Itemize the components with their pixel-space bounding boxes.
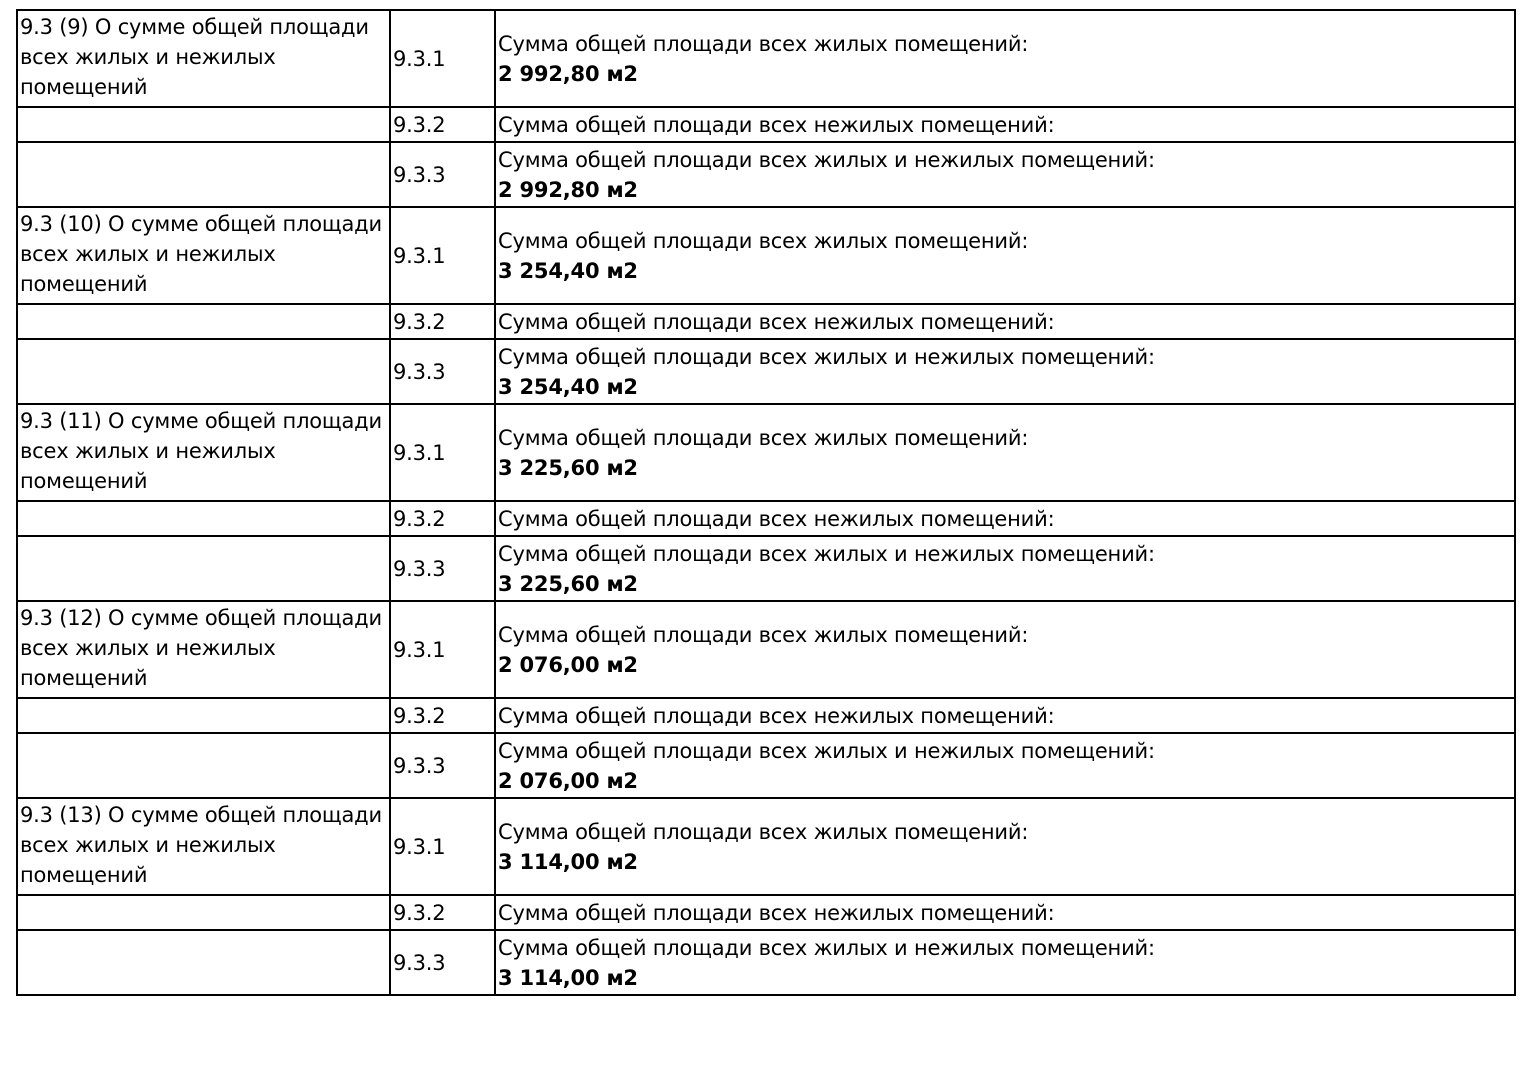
- empty-section-cell: [17, 142, 390, 207]
- item-code-cell: [390, 304, 495, 339]
- item-code-cell: [390, 404, 495, 501]
- item-label: Сумма общей площади всех жилых и нежилых помещений:: [498, 738, 1155, 763]
- section-title-cell: [17, 601, 390, 698]
- item-value: 3 254,40 м2: [498, 374, 638, 399]
- item-label: Сумма общей площади всех жилых и нежилых помещений:: [498, 541, 1155, 566]
- item-code: 9.3.2: [393, 112, 446, 137]
- empty-section-cell: [17, 930, 390, 995]
- table-body: [17, 10, 1515, 995]
- table-row: [17, 304, 1515, 339]
- table-row: [17, 798, 1515, 895]
- empty-section-cell: [17, 107, 390, 142]
- item-code: 9.3.1: [393, 637, 446, 662]
- item-code: 9.3.1: [393, 834, 446, 859]
- item-value: 3 254,40 м2: [498, 258, 638, 283]
- table-row: [17, 601, 1515, 698]
- item-label: Сумма общей площади всех жилых помещений:: [498, 31, 1029, 56]
- item-code-cell: [390, 536, 495, 601]
- item-code-cell: [390, 107, 495, 142]
- item-code-cell: [390, 339, 495, 404]
- item-code-cell: [390, 930, 495, 995]
- item-label: Сумма общей площади всех жилых помещений:: [498, 622, 1029, 647]
- item-value: 3 225,60 м2: [498, 571, 638, 596]
- item-label: Сумма общей площади всех нежилых помещений:: [498, 900, 1055, 925]
- item-code: 9.3.3: [393, 162, 446, 187]
- item-code-cell: [390, 10, 495, 107]
- item-code-cell: [390, 207, 495, 304]
- item-value: 2 076,00 м2: [498, 652, 638, 677]
- item-label: Сумма общей площади всех жилых и нежилых помещений:: [498, 344, 1155, 369]
- empty-section-cell: [17, 698, 390, 733]
- section-title-cell: [17, 404, 390, 501]
- item-code: 9.3.2: [393, 506, 446, 531]
- table-row: [17, 895, 1515, 930]
- item-code: 9.3.2: [393, 309, 446, 334]
- item-code: 9.3.3: [393, 359, 446, 384]
- item-code: 9.3.3: [393, 753, 446, 778]
- table-row: [17, 142, 1515, 207]
- area-summary-table: [16, 9, 1516, 996]
- item-value: 2 992,80 м2: [498, 61, 638, 86]
- item-description-cell: [495, 501, 1515, 536]
- item-description-cell: [495, 107, 1515, 142]
- item-code: 9.3.2: [393, 703, 446, 728]
- section-title: 9.3 (12) О сумме общей площади всех жилых и нежилых помещений: [20, 606, 382, 690]
- empty-section-cell: [17, 339, 390, 404]
- table-row: [17, 930, 1515, 995]
- item-label: Сумма общей площади всех нежилых помещений:: [498, 703, 1055, 728]
- item-code-cell: [390, 733, 495, 798]
- item-description-cell: [495, 601, 1515, 698]
- item-code: 9.3.2: [393, 900, 446, 925]
- item-label: Сумма общей площади всех жилых и нежилых помещений:: [498, 935, 1155, 960]
- table-row: [17, 698, 1515, 733]
- table-row: [17, 10, 1515, 107]
- item-description-cell: [495, 798, 1515, 895]
- item-description-cell: [495, 304, 1515, 339]
- item-label: Сумма общей площади всех жилых и нежилых помещений:: [498, 147, 1155, 172]
- table-row: [17, 339, 1515, 404]
- item-code: 9.3.3: [393, 556, 446, 581]
- item-value: 2 076,00 м2: [498, 768, 638, 793]
- table-row: [17, 207, 1515, 304]
- empty-section-cell: [17, 536, 390, 601]
- item-description-cell: [495, 536, 1515, 601]
- item-code-cell: [390, 895, 495, 930]
- item-code: 9.3.3: [393, 950, 446, 975]
- item-code: 9.3.1: [393, 46, 446, 71]
- empty-section-cell: [17, 501, 390, 536]
- item-code: 9.3.1: [393, 440, 446, 465]
- item-description-cell: [495, 142, 1515, 207]
- section-title: 9.3 (11) О сумме общей площади всех жилых и нежилых помещений: [20, 409, 382, 493]
- table-row: [17, 501, 1515, 536]
- item-label: Сумма общей площади всех нежилых помещений:: [498, 506, 1055, 531]
- item-code-cell: [390, 601, 495, 698]
- item-code-cell: [390, 798, 495, 895]
- item-label: Сумма общей площади всех жилых помещений:: [498, 228, 1029, 253]
- item-label: Сумма общей площади всех жилых помещений:: [498, 819, 1029, 844]
- empty-section-cell: [17, 733, 390, 798]
- table-row: [17, 404, 1515, 501]
- item-value: 3 114,00 м2: [498, 965, 638, 990]
- item-value: 3 225,60 м2: [498, 455, 638, 480]
- table-row: [17, 733, 1515, 798]
- item-label: Сумма общей площади всех нежилых помещений:: [498, 309, 1055, 334]
- item-code-cell: [390, 501, 495, 536]
- item-value: 2 992,80 м2: [498, 177, 638, 202]
- item-description-cell: [495, 339, 1515, 404]
- table-row: [17, 536, 1515, 601]
- item-value: 3 114,00 м2: [498, 849, 638, 874]
- item-description-cell: [495, 404, 1515, 501]
- section-title: 9.3 (9) О сумме общей площади всех жилых и нежилых помещений: [20, 15, 369, 99]
- section-title: 9.3 (13) О сумме общей площади всех жилых и нежилых помещений: [20, 803, 382, 887]
- item-description-cell: [495, 930, 1515, 995]
- item-description-cell: [495, 10, 1515, 107]
- item-label: Сумма общей площади всех нежилых помещений:: [498, 112, 1055, 137]
- table-row: [17, 107, 1515, 142]
- item-description-cell: [495, 733, 1515, 798]
- item-description-cell: [495, 895, 1515, 930]
- item-label: Сумма общей площади всех жилых помещений:: [498, 425, 1029, 450]
- section-title-cell: [17, 10, 390, 107]
- item-description-cell: [495, 207, 1515, 304]
- item-description-cell: [495, 698, 1515, 733]
- section-title-cell: [17, 207, 390, 304]
- item-code-cell: [390, 698, 495, 733]
- empty-section-cell: [17, 895, 390, 930]
- empty-section-cell: [17, 304, 390, 339]
- item-code: 9.3.1: [393, 243, 446, 268]
- item-code-cell: [390, 142, 495, 207]
- section-title-cell: [17, 798, 390, 895]
- section-title: 9.3 (10) О сумме общей площади всех жилых и нежилых помещений: [20, 212, 382, 296]
